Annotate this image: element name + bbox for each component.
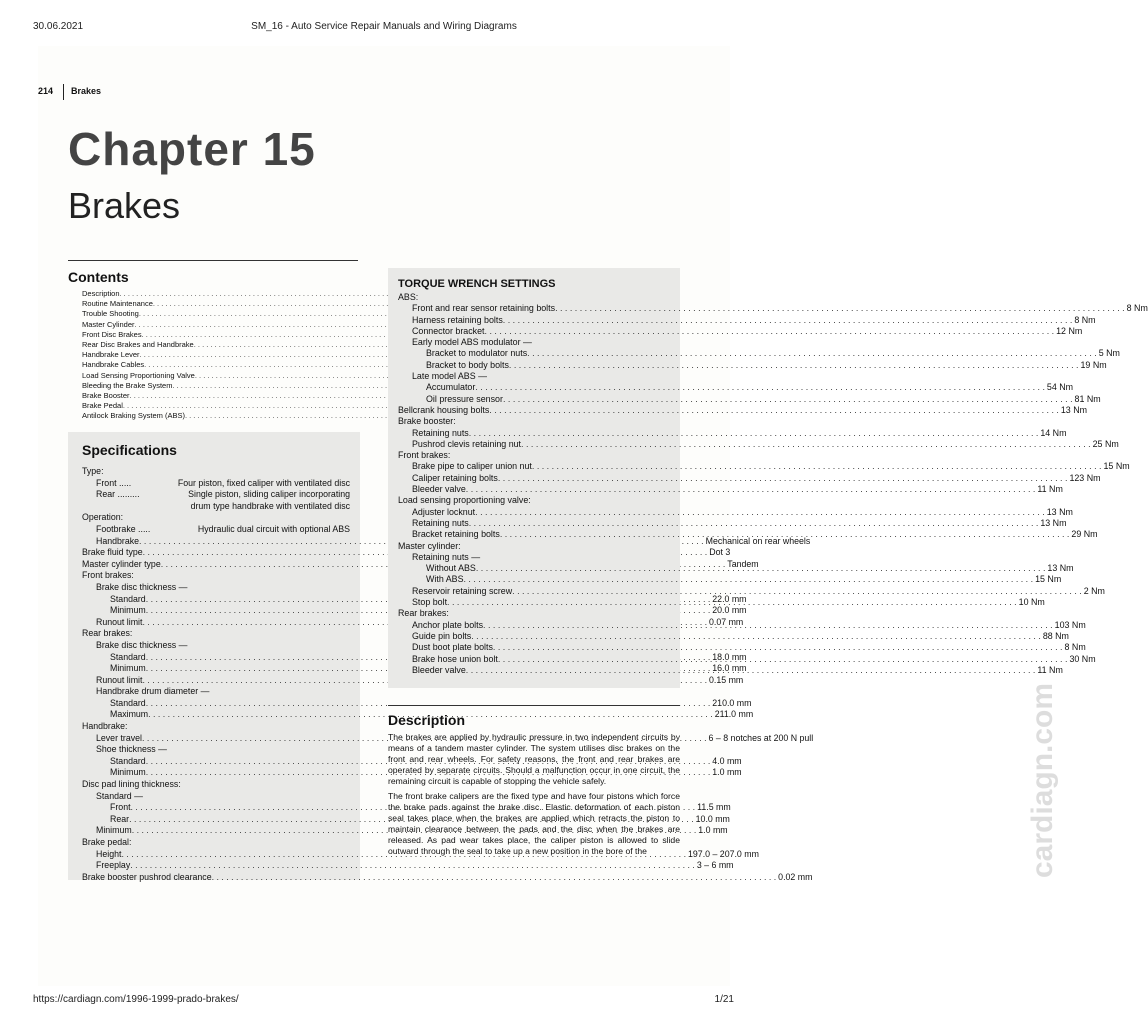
torque-row <box>398 529 1098 540</box>
dot-leader <box>532 461 1102 472</box>
specs-label: Brake disc thickness — <box>96 581 188 592</box>
torque-value: 19 Nm <box>1080 359 1107 370</box>
torque-label: Early model ABS modulator — <box>412 337 532 348</box>
header-divider <box>63 84 64 100</box>
contents-list <box>68 289 358 422</box>
contents-item <box>68 411 358 421</box>
specs-row <box>82 686 350 698</box>
torque-label: Bracket to modulator nuts <box>426 348 528 359</box>
contents-item-label: Antilock Braking System (ABS) <box>82 411 185 421</box>
torque-row <box>398 608 670 619</box>
specs-row <box>82 837 350 849</box>
description-paragraph: The front brake calipers are the fixed type and have four pistons which force the brake pads against the brake disc. Elastic deformation of each piston seal takes place when the brakes are applied which retracts the piston to maintain clearance between the pads and the disc when the brakes are released. As pad wear takes place, the caliper piston is allowed to slide outward through the seal to take up a new position in the bore of the <box>388 791 680 856</box>
torque-row <box>398 303 1148 314</box>
contents-item-label: Bleeding the Brake System <box>82 380 173 390</box>
specs-label: Runout limit <box>96 616 143 627</box>
torque-label: Harness retaining bolts <box>412 314 503 325</box>
torque-value: 2 Nm <box>1083 585 1105 596</box>
dot-leader <box>493 642 1063 653</box>
specs-row <box>82 791 350 803</box>
dot-leader <box>212 872 777 884</box>
torque-value: 15 Nm <box>1035 574 1062 585</box>
contents-item-label: Rear Disc Brakes and Handbrake <box>82 340 194 350</box>
torque-row <box>398 574 1062 585</box>
specs-label: Standard <box>110 755 146 766</box>
dot-leader <box>527 348 1097 359</box>
dot-leader <box>469 518 1039 529</box>
torque-label: Oil pressure sensor <box>426 393 503 404</box>
contents-item <box>68 320 358 330</box>
specs-label: Minimum <box>110 767 146 778</box>
dot-leader <box>471 631 1041 642</box>
dot-leader <box>130 860 695 872</box>
torque-row <box>398 371 670 382</box>
torque-row <box>398 630 1069 642</box>
dot-leader <box>503 315 1073 326</box>
specs-label: Height <box>96 848 122 859</box>
print-date: 30.06.2021 <box>33 21 84 32</box>
torque-label: Bleeder valve <box>412 484 466 495</box>
torque-value: 15 Nm <box>1103 461 1130 472</box>
specs-value: 22.0 mm <box>712 593 747 604</box>
contents-item-label: Front Disc Brakes <box>82 329 142 339</box>
specs-row <box>82 501 350 513</box>
specs-label: Front brakes: <box>82 570 134 581</box>
contents-item <box>68 299 358 309</box>
specs-row <box>82 779 350 791</box>
specs-value: 197.0 – 207.0 mm <box>688 848 759 859</box>
dot-leader <box>503 394 1073 405</box>
specs-row <box>82 489 350 501</box>
torque-row <box>398 393 1101 405</box>
torque-label: Retaining nuts — <box>412 551 481 562</box>
specs-label: Shoe thickness — <box>96 744 167 755</box>
specs-label: Handbrake <box>96 535 140 546</box>
torque-row <box>398 438 1119 450</box>
specs-value: 20.0 mm <box>712 605 747 616</box>
specs-row <box>82 860 734 872</box>
specs-label: Brake booster pushrod clearance <box>82 871 212 882</box>
contents-item <box>68 381 358 391</box>
contents-item <box>68 360 358 370</box>
torque-row <box>398 359 1107 371</box>
torque-row <box>398 517 1067 529</box>
specs-row <box>82 767 742 779</box>
specs-label: Operation: <box>82 512 124 523</box>
torque-label: Reservoir retaining screw <box>412 585 513 596</box>
specs-description: Single piston, sliding caliper incorporating <box>188 489 350 500</box>
contents-item-label: Load Sensing Proportioning Valve <box>82 370 195 380</box>
torque-row <box>398 585 1105 597</box>
specs-label: Standard <box>110 651 146 662</box>
specs-label: Footbrake ..... <box>96 523 151 534</box>
contents-item <box>68 401 358 411</box>
specs-label: Handbrake: <box>82 721 128 732</box>
specifications-title: Specifications <box>82 442 177 458</box>
contents-item-label: Description <box>82 289 120 298</box>
torque-row <box>398 506 1073 518</box>
dot-leader <box>500 529 1070 540</box>
specs-label: Standard — <box>96 790 143 801</box>
specs-value: Dot 3 <box>709 547 731 558</box>
browser-print-header <box>0 0 768 30</box>
specs-value: 210.0 mm <box>712 697 752 708</box>
specs-label: Rear <box>110 813 130 824</box>
specs-row <box>82 744 350 756</box>
specs-row <box>82 871 813 884</box>
torque-row <box>398 348 1120 359</box>
specs-value: 4.0 mm <box>712 755 742 766</box>
torque-row <box>398 472 1101 484</box>
specs-row <box>82 524 350 536</box>
torque-label: Adjuster locknut <box>412 506 476 517</box>
torque-row <box>398 337 670 348</box>
torque-value: 25 Nm <box>1092 438 1119 449</box>
torque-label: Brake booster: <box>398 416 456 427</box>
specs-row <box>82 697 752 710</box>
torque-label: Master cylinder: <box>398 540 461 551</box>
torque-value: 11 Nm <box>1037 664 1063 675</box>
torque-label: Bracket to body bolts <box>426 359 509 370</box>
contents-item <box>68 340 358 350</box>
description-paragraph: The brakes are applied by hydraulic pressure in two independent circuits by means of a tandem master cylinder. The system utilises disc brakes on the front and rear wheels. For safety reasons, the front and rear brakes are operated by separate circuits. Should a malfunction occur in one circuit, the remaining circuit is capable of stopping the vehicle safely. <box>388 732 680 786</box>
torque-label: Retaining nuts <box>412 427 469 438</box>
contents-item <box>68 391 358 401</box>
torque-label: Bleeder valve <box>412 664 466 675</box>
specs-label: Rear brakes: <box>82 628 133 639</box>
torque-label: Rear brakes: <box>398 608 449 619</box>
specs-value: 3 – 6 mm <box>696 860 734 871</box>
specs-label: Handbrake drum diameter — <box>96 686 210 697</box>
specs-row <box>82 466 350 478</box>
torque-label: ABS: <box>398 292 419 302</box>
specs-label: Minimum <box>110 605 146 616</box>
contents-item <box>68 289 358 299</box>
watermark: cardiagn.com <box>1026 682 1059 878</box>
specs-label: Brake fluid type <box>82 547 143 558</box>
dot-leader <box>512 586 1082 597</box>
contents-item <box>68 350 358 360</box>
dot-leader <box>463 574 1033 585</box>
specs-label: Freeplay <box>96 860 131 871</box>
specs-label: Front <box>110 802 131 813</box>
torque-value: 8 Nm <box>1074 314 1096 325</box>
torque-label: Late model ABS — <box>412 371 487 382</box>
contents-item-label: Routine Maintenance <box>82 299 153 309</box>
chapter-heading: Chapter 15 <box>68 123 316 175</box>
torque-row <box>398 416 670 427</box>
torque-value: 123 Nm <box>1069 472 1101 483</box>
specs-description: Hydraulic dual circuit with optional ABS <box>197 523 350 534</box>
torque-value: 8 Nm <box>1064 642 1086 653</box>
specs-row <box>82 848 759 861</box>
specs-label: Maximum <box>110 709 149 720</box>
dot-leader <box>489 405 1059 416</box>
torque-value: 12 Nm <box>1056 325 1083 336</box>
torque-value: 13 Nm <box>1040 517 1067 528</box>
torque-label: Connector bracket <box>412 325 485 336</box>
specs-value: 16.0 mm <box>712 663 747 674</box>
specs-row <box>82 570 350 582</box>
torque-label: Brake hose union bolt <box>412 653 498 664</box>
torque-label: Bellcrank housing bolts <box>398 404 490 415</box>
torque-label: Stop bolt <box>412 597 448 608</box>
torque-value: 13 Nm <box>1047 563 1074 574</box>
dot-leader <box>498 473 1068 484</box>
specs-label: Standard <box>110 697 146 708</box>
contents-item-label: Brake Booster <box>82 391 130 401</box>
specs-row <box>82 721 350 733</box>
dot-leader <box>483 620 1053 631</box>
torque-label: Load sensing proportioning valve: <box>398 495 531 506</box>
torque-label: Brake pipe to caliper union nut <box>412 461 532 472</box>
dot-leader <box>469 428 1039 439</box>
torque-value: 13 Nm <box>1060 404 1088 415</box>
dot-leader <box>509 360 1079 371</box>
specs-label: Master cylinder type <box>82 558 161 569</box>
dot-leader <box>466 484 1036 495</box>
description-title: Description <box>388 705 680 728</box>
specs-value: 0.02 mm <box>778 871 813 882</box>
specs-label: Rear ......... <box>96 489 140 500</box>
specs-value: 11.5 mm <box>697 802 731 813</box>
torque-label: Anchor plate bolts <box>412 619 484 630</box>
torque-value: 30 Nm <box>1069 653 1096 664</box>
print-page-count: 1/21 <box>714 994 734 1005</box>
torque-value: 13 Nm <box>1046 506 1073 517</box>
contents-item <box>68 330 358 340</box>
specs-row <box>82 582 350 594</box>
specs-row <box>82 755 742 768</box>
dot-leader <box>475 507 1045 518</box>
torque-label: Front and rear sensor retaining bolts <box>412 303 556 314</box>
torque-row <box>398 314 1096 326</box>
torque-row <box>398 552 670 563</box>
torque-row <box>398 427 1067 439</box>
dot-leader <box>498 651 1068 665</box>
torque-row <box>398 292 670 303</box>
torque-label: Without ABS <box>426 563 476 574</box>
specs-label: Minimum <box>96 825 132 836</box>
specs-value: 1.0 mm <box>712 767 742 778</box>
specs-label: Brake pedal: <box>82 837 132 847</box>
torque-label: Dust boot plate bolts <box>412 642 493 653</box>
contents-item-label: Handbrake Lever <box>82 350 140 360</box>
torque-row <box>398 404 1088 416</box>
torque-value: 103 Nm <box>1054 619 1086 630</box>
specs-value: 211.0 mm <box>714 709 754 720</box>
contents-item <box>68 309 358 319</box>
specs-value: 0.07 mm <box>709 616 744 627</box>
specs-row <box>82 802 731 814</box>
specs-label: Minimum <box>110 663 146 674</box>
specs-value: 18.0 mm <box>712 651 747 662</box>
dot-leader <box>485 326 1055 337</box>
specs-description: drum type handbrake with ventilated disc <box>190 500 350 511</box>
contents-item-label: Handbrake Cables <box>82 360 145 370</box>
dot-leader <box>466 665 1036 676</box>
torque-label: Retaining nuts <box>412 517 469 528</box>
section-name: Brakes <box>71 86 102 96</box>
chapter-title: Brakes <box>68 185 181 226</box>
torque-value: 5 Nm <box>1098 348 1120 359</box>
specs-value: 1.0 mm <box>698 825 728 836</box>
torque-label: Accumulator <box>426 382 476 393</box>
specs-row <box>82 813 730 826</box>
contents-item-label: Brake Pedal <box>82 401 123 411</box>
page-number: 214 <box>38 86 54 96</box>
contents-title: Contents <box>68 260 358 285</box>
specs-row <box>82 732 814 745</box>
dot-leader <box>447 597 1017 608</box>
specs-value: 10.0 mm <box>695 813 730 824</box>
torque-row <box>398 541 670 552</box>
specs-row <box>82 512 350 524</box>
dot-leader <box>555 303 1125 314</box>
torque-label: Front brakes: <box>398 450 451 461</box>
specs-description: Four piston, fixed caliper with ventilated disc <box>177 477 350 488</box>
specs-row <box>82 674 744 687</box>
dot-leader <box>476 563 1046 574</box>
specs-row <box>82 825 728 837</box>
specs-label: Lever travel <box>96 732 142 743</box>
print-page-title: SM_16 - Auto Service Repair Manuals and Wiring Diagrams <box>251 21 517 32</box>
torque-row <box>398 495 670 506</box>
torque-settings-title: TORQUE WRENCH SETTINGS <box>398 278 556 290</box>
torque-row <box>398 461 1130 472</box>
specs-label: Standard <box>110 593 146 604</box>
dot-leader <box>475 382 1045 393</box>
torque-row <box>398 642 1086 653</box>
torque-row <box>398 484 1063 495</box>
contents-item-label: Trouble Shooting <box>82 309 139 319</box>
torque-label: Pushrod clevis retaining nut <box>412 438 522 449</box>
torque-row <box>398 382 1074 393</box>
specs-label: Brake disc thickness — <box>96 639 188 650</box>
torque-value: 8 Nm <box>1126 303 1148 314</box>
torque-value: 10 Nm <box>1018 597 1045 608</box>
torque-label: Guide pin bolts <box>412 630 472 641</box>
torque-label: Bracket retaining bolts <box>412 529 500 540</box>
specs-label: Type: <box>82 466 104 476</box>
print-url: https://cardiagn.com/1996-1999-prado-brakes/ <box>33 994 239 1005</box>
specs-label: Disc pad lining thickness: <box>82 779 181 790</box>
specs-row <box>82 628 350 640</box>
torque-row <box>398 325 1083 337</box>
contents-item-label: Master Cylinder <box>82 319 135 329</box>
dot-leader <box>521 439 1091 450</box>
specs-label: Runout limit <box>96 674 143 685</box>
description-section <box>388 705 680 861</box>
contents-item <box>68 371 358 381</box>
torque-value: 29 Nm <box>1071 529 1098 540</box>
specs-value: 6 – 8 notches at 200 N pull <box>708 732 814 743</box>
torque-value: 11 Nm <box>1037 484 1063 495</box>
specs-value: Mechanical on rear wheels <box>705 535 811 546</box>
specs-value: 0.15 mm <box>709 674 744 685</box>
torque-row <box>398 450 670 461</box>
torque-value: 81 Nm <box>1074 393 1101 404</box>
contents-section <box>68 260 358 422</box>
torque-value: 54 Nm <box>1046 382 1074 393</box>
torque-label: With ABS <box>426 574 464 585</box>
specs-row <box>82 478 350 490</box>
specs-row <box>82 640 350 652</box>
specs-value: Tandem <box>727 558 759 569</box>
specs-label: Front ..... <box>96 477 132 488</box>
torque-label: Caliper retaining bolts <box>412 472 498 483</box>
torque-value: 88 Nm <box>1042 630 1069 641</box>
torque-value: 14 Nm <box>1040 427 1067 438</box>
